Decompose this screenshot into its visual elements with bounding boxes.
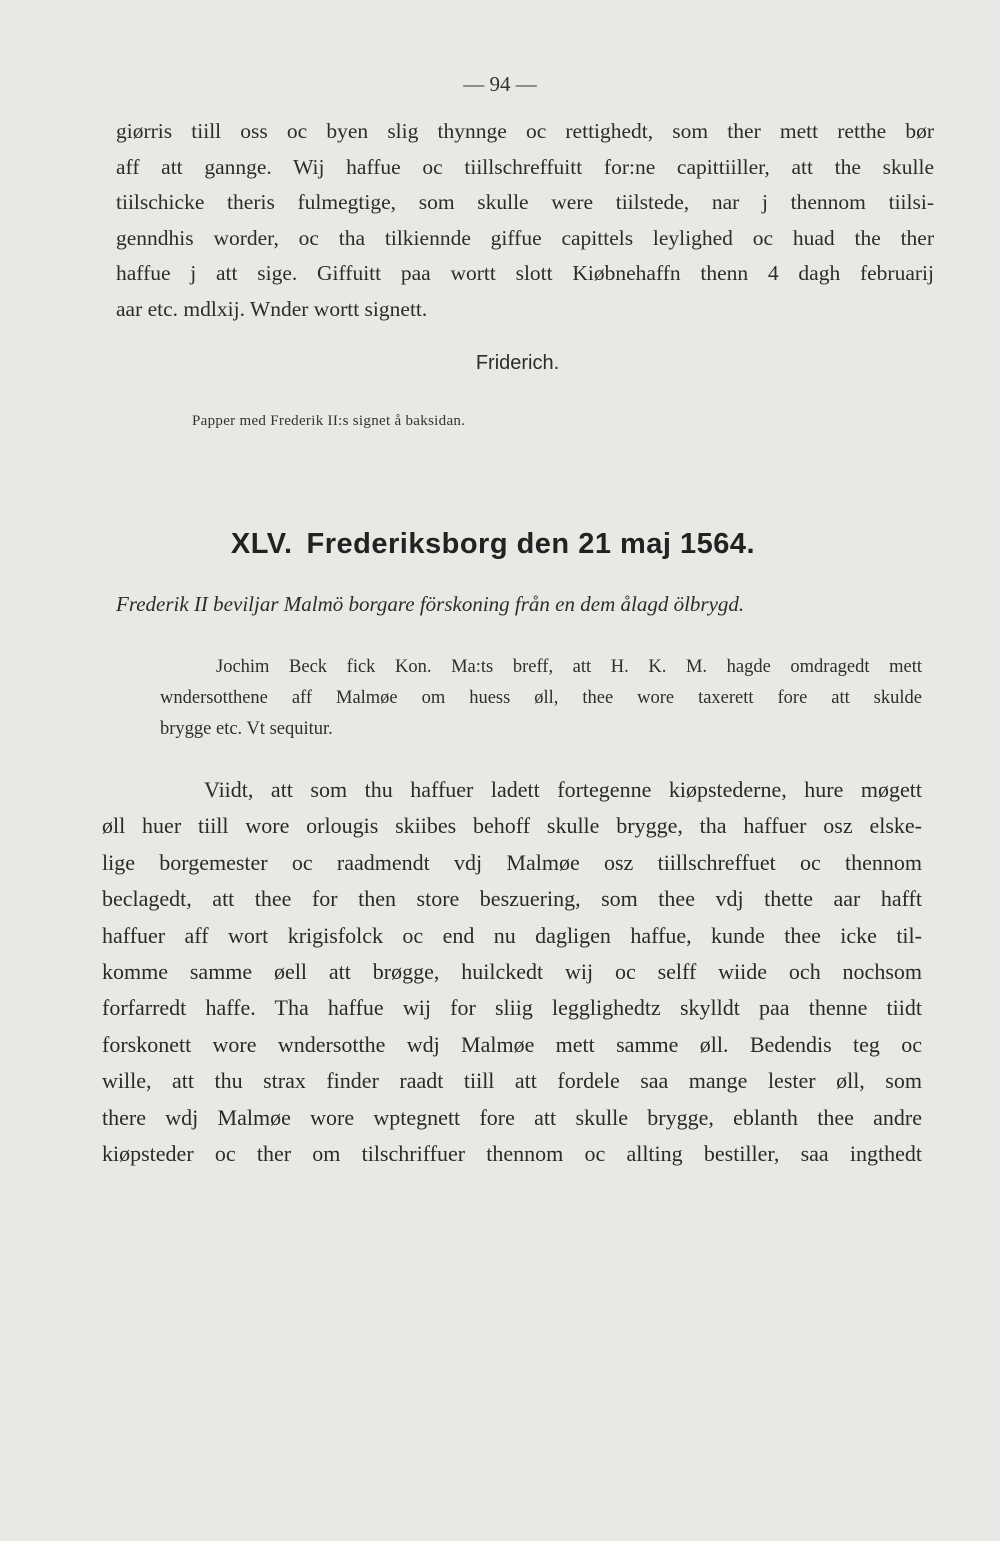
text-line: beclagedt, att thee for then store beszuering, som thee vdj thette aar hafft xyxy=(102,886,922,912)
text-line: giørris tiill oss oc byen slig thynnge oc rettighedt, som ther mett retthe bør xyxy=(116,119,934,143)
text-line: tiilschicke theris fulmegtige, som skulle were tiilstede, nar j thennom tiilsi- xyxy=(116,190,934,215)
text-line: Viidt, att som thu haffuer ladett fortegenne kiøpstederne, hure møgett xyxy=(204,777,922,802)
text-line: øll huer tiill wore orlougis skiibes behoff skulle brygge, tha haffuer osz elske- xyxy=(102,813,922,839)
text-line: haffuer aff wort krigisfolck oc end nu dagligen haffue, kunde thee icke til- xyxy=(102,922,922,948)
text-line: aar etc. mdlxij. Wnder wortt signett. xyxy=(116,296,428,321)
top-paragraph xyxy=(116,114,934,328)
text-line: aff att gannge. Wij haffue oc tiillschreffuitt for:ne capittiiller, att the skulle xyxy=(116,154,934,179)
text-line: forfarredt haffe. Tha haffue wij for sliig legglighedtz skylldt paa thenne tiidt xyxy=(102,995,922,1021)
text-line: lige borgemester oc raadmendt vdj Malmøe osz tiillschreffuet oc thennom xyxy=(102,849,922,875)
text-line: Jochim Beck fick Kon. Ma:ts breff, att H. K. M. hagde omdragedt mett xyxy=(216,657,922,677)
body-paragraph xyxy=(102,772,922,1172)
text-line: brygge etc. Vt sequitur. xyxy=(160,719,333,739)
text-line: haffue j att sige. Giffuitt paa wortt slott Kiøbnehaffn thenn 4 dagh februarij xyxy=(116,261,934,286)
text-line: wndersotthene aff Malmøe om huess øll, thee wore taxerett fore att skulde xyxy=(160,688,922,708)
text-line: kiøpsteder oc ther om tilschriffuer thennom oc allting bestiller, saa ingthedt xyxy=(102,1141,922,1167)
text-line: forskonett wore wndersotthe wdj Malmøe mett samme øll. Bedendis teg oc xyxy=(102,1031,922,1057)
section-heading xyxy=(0,528,1000,561)
section-number: XLV. xyxy=(230,528,293,560)
preamble-paragraph xyxy=(160,652,922,745)
text-line: there wdj Malmøe wore wptegnett fore att skulle brygge, eblanth thee andre xyxy=(102,1104,922,1130)
text-line: genndhis worder, oc tha tilkiennde giffue capittels leylighed oc huad the ther xyxy=(116,225,934,250)
section-summary: Frederik II beviljar Malmö borgare förskoning från en dem ålagd ölbrygd. xyxy=(116,592,745,616)
signature: Friderich. xyxy=(475,352,560,374)
section-title: Frederiksborg den 21 maj 1564. xyxy=(306,528,756,560)
text-line: wille, att thu strax finder raadt tiill att fordele saa mange lester øll, som xyxy=(102,1068,922,1094)
text-line: komme samme øell att brøgge, huilckedt wij oc selff wiide och nochsom xyxy=(102,959,922,985)
seal-note: Papper med Frederik II:s signet å baksidan. xyxy=(192,413,466,429)
page-number: — 94 — xyxy=(463,72,537,96)
